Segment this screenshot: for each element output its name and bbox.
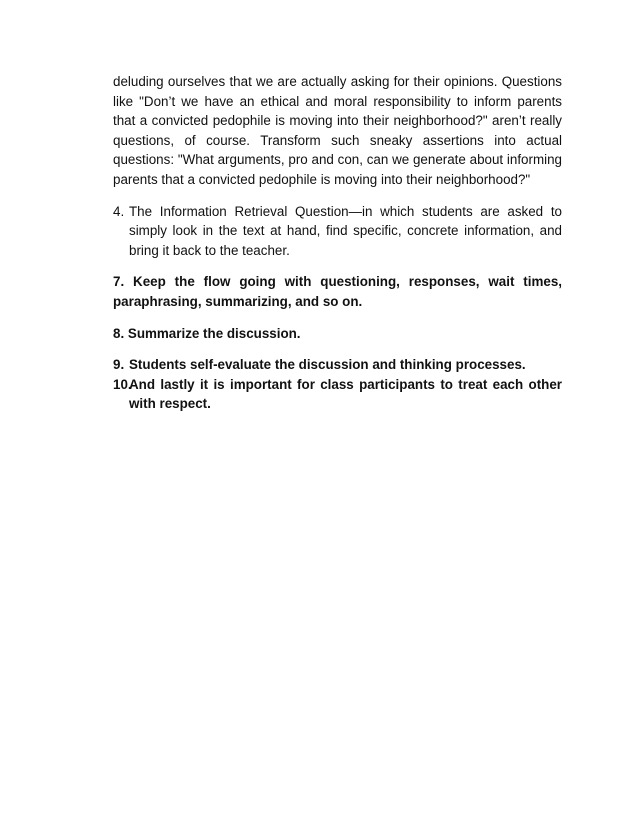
list-item-4-number: 4.: [113, 203, 125, 219]
list-item-4: [113, 202, 562, 261]
list-item-4-text: The Information Retrieval Question—in which students are asked to simply look in the text at hand, find specific, concrete information, and bring it back to the teacher.: [129, 203, 562, 258]
list-item-9-text: Students self-evaluate the discussion and thinking processes.: [129, 357, 526, 373]
intro-paragraph: deluding ourselves that we are actually asking for their opinions. Questions like "Don’t we have an ethical and moral responsibility to inform parents that a convicted pedophile is moving into their neighborhood?" aren’t really questions, of course. Transform such sneaky assertions into actual questions: "What arguments, pro and con, can we generate about informing parents that a convicted pedophile is moving into their neighborhood?": [113, 74, 562, 187]
list-item-10: [113, 375, 562, 414]
list-item-9-number: 9.: [113, 357, 125, 373]
item-8-heading: 8. Summarize the discussion.: [113, 325, 301, 341]
list-item-10-text: And lastly it is important for class participants to treat each other with respect.: [129, 376, 562, 412]
item-7-heading: 7. Keep the flow going with questioning, responses, wait times, paraphrasing, summarizing, and so on.: [113, 274, 562, 309]
list-item-9: [113, 355, 562, 375]
list-item-10-number: 10.: [113, 376, 132, 392]
document-body: [113, 72, 562, 414]
